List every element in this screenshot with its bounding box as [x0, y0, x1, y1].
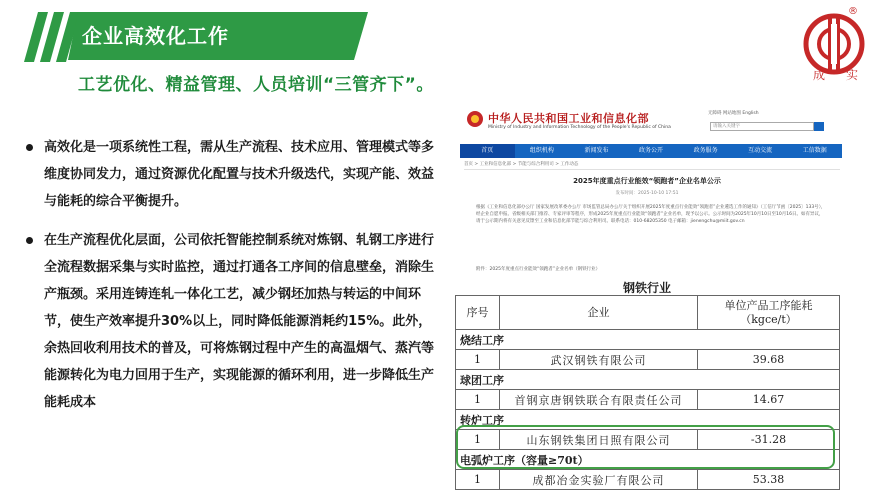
page-subtitle: 工艺优化、精益管理、人员培训“三管齐下”。 [78, 75, 434, 95]
highlight-box [456, 425, 835, 469]
gov-nav-item: 新闻发布 [584, 147, 609, 154]
header-no: 序号 [456, 296, 500, 330]
cell-no: 1 [456, 430, 500, 450]
cell-enterprise: 武汉钢铁有限公司 [500, 350, 698, 370]
cell-no: 1 [456, 470, 500, 490]
table-section-row [456, 330, 840, 350]
table-section-row [456, 370, 840, 390]
national-emblem-icon [466, 110, 484, 128]
gov-nav-item: 组织机构 [529, 147, 554, 154]
gov-org-name-en: Ministry of Industry and Information Technology of the People's Republic of China [488, 125, 671, 130]
gov-doc-body: 根据《工业和信息化部办公厅 国家发展改革委办公厅 市场监管总局办公厅关于组织开展2025年度重点行业能效“领跑者”企业遴选工作的通知》（工信厅节函〔2025〕133号），经企业自愿申报、省级相关部门推荐、专家评审等程序，形成2025年度重点行业能效“领跑者”企业名单，现予以公示。公示时间为2025年10月10日至10月16日。如有异议，请于公示期内将有关意见反馈至工业和信息化部节能与综合利用司。联系电话：010-68205350 电子邮箱：jienengchu@miit.gov.cn [476, 205, 826, 224]
gov-doc-date: 发布时间：2025-10-10 17:51 [615, 191, 679, 196]
gov-breadcrumb: 首页 > 工业和信息化部 > 节能与综合利用司 > 工作动态 [464, 162, 579, 167]
company-logo-icon [800, 10, 870, 90]
section-sintering: 烧结工序 [456, 330, 840, 350]
gov-org-name: 中华人民共和国工业和信息化部 [488, 112, 649, 125]
cell-no: 1 [456, 390, 500, 410]
table-header-row [456, 296, 840, 330]
bullet-list [24, 134, 434, 428]
cell-no: 1 [456, 350, 500, 370]
gov-top-links: 无障碍 网站地图 English [708, 111, 759, 116]
gov-doc-attachment: 附件：2025年度重点行业能效“领跑者”企业名单（钢铁行业） [476, 267, 601, 272]
bullet-paragraph-1: 高效化是一项系统性工程，需从生产流程、技术应用、管理模式等多维度协同发力，通过资源优化配置与技术升级迭代，实现产能、效益与能耗的综合平衡提升。 [24, 134, 434, 215]
gov-nav-item: 工信数据 [802, 147, 827, 154]
gov-nav-item: 互动交流 [748, 147, 773, 154]
cell-enterprise: 首钢京唐钢铁联合有限责任公司 [500, 390, 698, 410]
gov-nav-item: 政务服务 [693, 147, 718, 154]
gov-search-icon [814, 122, 824, 131]
section-converter: 转炉工序 [456, 410, 840, 430]
logo-char-left: 成 [813, 68, 826, 82]
table-row [456, 390, 840, 410]
cell-value: 14.67 [698, 390, 840, 410]
header-energy: 单位产品工序能耗（kgce/t） [698, 296, 840, 330]
logo-registered-mark: ® [848, 6, 858, 17]
cell-value: 53.38 [698, 470, 840, 490]
gov-nav-item: 政务公开 [639, 147, 664, 154]
section-pellet: 球团工序 [456, 370, 840, 390]
table-row [456, 470, 840, 490]
gov-nav-item: 首页 [460, 144, 515, 158]
cell-value: 39.68 [698, 350, 840, 370]
gov-doc-title: 2025年度重点行业能效“领跑者”企业名单公示 [573, 177, 721, 185]
cell-enterprise: 山东钢铁集团日照有限公司 [500, 430, 698, 450]
cell-enterprise: 成都冶金实验厂有限公司 [500, 470, 698, 490]
table-row [456, 350, 840, 370]
gov-divider [464, 169, 840, 170]
gov-search-input: 请输入关键字 [710, 122, 814, 131]
bullet-paragraph-2: 在生产流程优化层面，公司依托智能控制系统对炼钢、轧钢工序进行全流程数据采集与实时监控，通过打通各工序间的信息壁垒，消除生产瓶颈。采用连铸连轧一体化工艺，减少钢坯加热与转运的中间环节，使生产效率提升30%以上，同时降低能源消耗约15%。此外，余热回收利用技术的普及，可将炼钢过程中产生的高温烟气、蒸汽等能源转化为电力回用于生产，实现能源的循环利用，进一步降低生产能耗成本 [24, 227, 434, 416]
logo-char-right: 实 [846, 68, 859, 82]
table-caption: 钢铁行业 [622, 281, 671, 295]
gov-site-header [452, 104, 842, 142]
gov-nav-bar [460, 144, 842, 158]
header-enterprise: 企业 [500, 296, 698, 330]
page-title: 企业高效化工作 [82, 24, 229, 48]
cell-value: -31.28 [698, 430, 840, 450]
section-eaf: 电弧炉工序（容量≥70t） [456, 450, 840, 470]
